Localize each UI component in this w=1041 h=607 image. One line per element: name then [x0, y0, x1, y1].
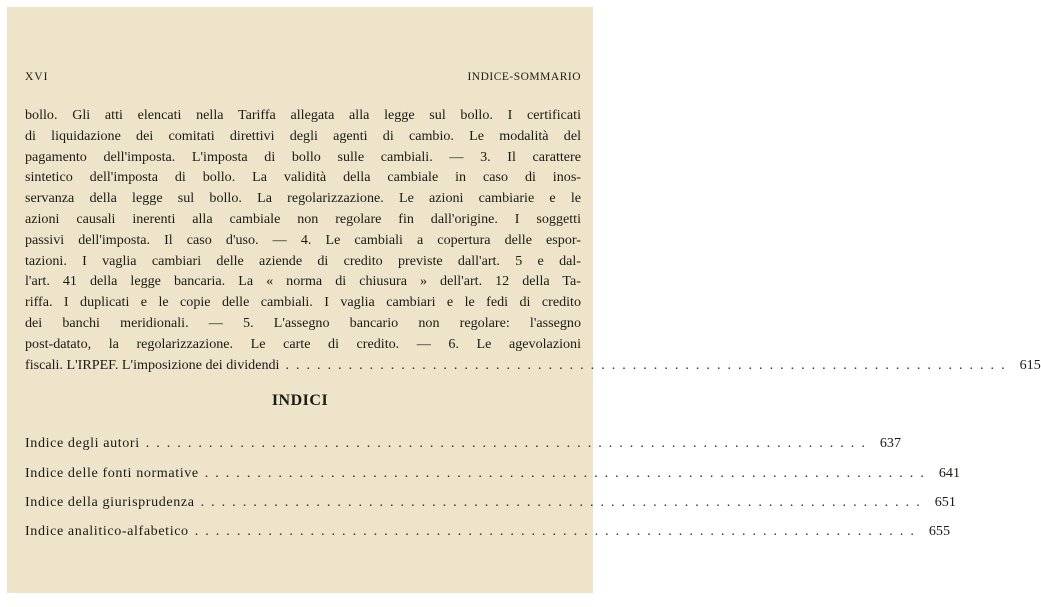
- book-page: [7, 7, 1041, 593]
- index-entry-label: Indice analitico-alfabetico: [25, 523, 189, 539]
- dot-leader: .....................................................................: [204, 465, 931, 481]
- index-entry: [25, 435, 901, 452]
- contents-paragraph: [25, 105, 1041, 375]
- text-line: tazioni. I vaglia cambiari delle aziende di credito previste dall'art. 5 e dal-: [25, 252, 581, 269]
- index-entry-label: Indice degli autori: [25, 435, 140, 451]
- dot-leader: .....................................................................: [145, 435, 872, 451]
- text-line: bollo. Gli atti elencati nella Tariffa allegata alla legge sul bollo. I certificati: [25, 107, 581, 123]
- text-line: pagamento dell'imposta. L'imposta di bollo sulle cambiali. — 3. Il carattere: [25, 148, 581, 165]
- running-header: INDICE-SOMMARIO: [467, 71, 581, 83]
- index-entry: [25, 465, 960, 482]
- index-entry-label: Indice della giurisprudenza: [25, 494, 195, 510]
- page-reference: 615: [1019, 356, 1041, 373]
- dot-leader: .....................................................................: [200, 494, 927, 510]
- text-line-last: [25, 355, 1041, 376]
- index-entry-page: 651: [934, 494, 956, 510]
- text-line: fiscali. L'IRPEF. L'imposizione dei dividendi: [25, 356, 280, 373]
- index-entry-page: 655: [928, 523, 950, 539]
- text-line: servanza della legge sul bollo. La regolarizzazione. Le azioni cambiarie e le: [25, 190, 581, 207]
- text-line: l'art. 41 della legge bancaria. La « norma di chiusura » dell'art. 12 della Ta-: [25, 273, 581, 290]
- text-line: sintetico dell'imposta di bollo. La validità della cambiale in caso di inos-: [25, 169, 581, 186]
- index-entry: [25, 494, 956, 511]
- index-entry-page: 637: [879, 435, 901, 451]
- index-entry: [25, 523, 950, 540]
- text-line: post-datato, la regolarizzazione. Le carte di credito. — 6. Le agevolazioni: [25, 335, 581, 352]
- text-line: riffa. I duplicati e le copie delle cambiali. I vaglia cambiari e le fedi di credito: [25, 294, 581, 311]
- index-entry-page: 641: [938, 465, 960, 481]
- text-line: azioni causali inerenti alla cambiale non regolare fin dall'origine. I soggetti: [25, 210, 581, 227]
- text-line: dei banchi meridionali. — 5. L'assegno bancario non regolare: l'assegno: [25, 314, 581, 331]
- index-entry-label: Indice delle fonti normative: [25, 465, 199, 481]
- dot-leader: .....................................................................: [194, 523, 921, 539]
- page-number-roman: XVI: [25, 71, 49, 83]
- text-line: passivi dell'imposta. Il caso d'uso. — 4. Le cambiali a copertura delle espor-: [25, 231, 581, 248]
- dot-leader: .....................................................................: [285, 356, 1012, 373]
- text-line: di liquidazione dei comitati direttivi degli agenti di cambio. Le modalità del: [25, 127, 581, 144]
- section-title: INDICI: [271, 392, 329, 409]
